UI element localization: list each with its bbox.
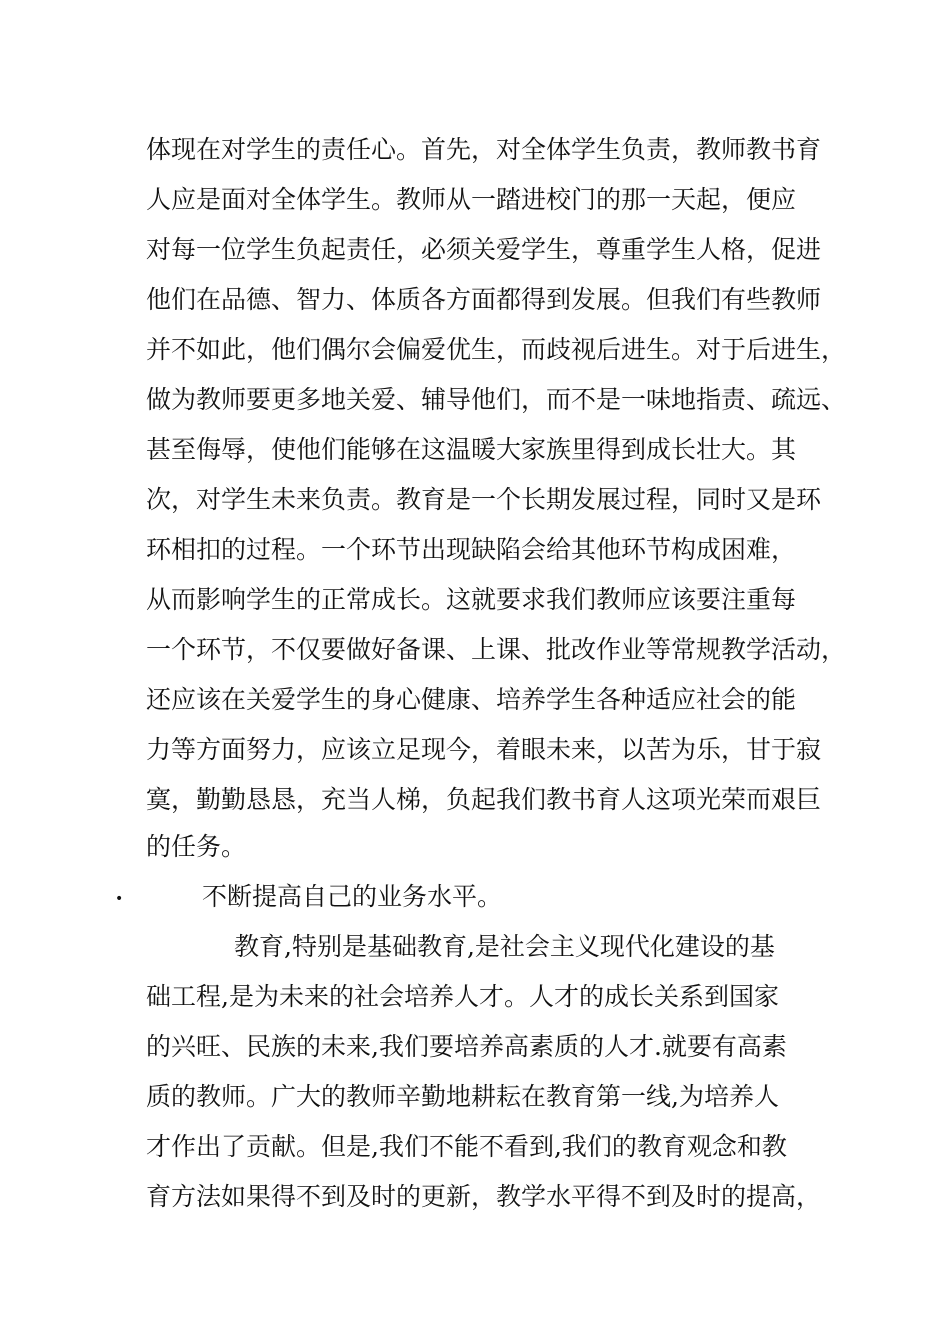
paragraph1-line-1: 体现在对学生的责任心。首先，对全体学生负责，教师教书育 xyxy=(146,135,822,164)
paragraph1-line-6: 做为教师要更多地关爱、辅导他们，而不是一味地指责、疏远、 xyxy=(146,385,847,414)
list-bullet-icon: • xyxy=(115,891,124,907)
paragraph2-line-4: 质的教师。广大的教师辛勤地耕耘在教育第一线,为培养人 xyxy=(146,1082,779,1111)
paragraph1-line-5: 并不如此，他们偶尔会偏爱优生，而歧视后进生。对于后进生， xyxy=(146,335,847,364)
paragraph1-line-13: 力等方面努力，应该立足现今，着眼未来，以苦为乐，甘于寂 xyxy=(146,735,822,764)
paragraph2-line-5: 才作出了贡献。但是,我们不能不看到,我们的教育观念和教 xyxy=(146,1132,787,1161)
paragraph1-line-15: 的任务。 xyxy=(146,832,247,861)
paragraph1-line-7: 甚至侮辱，使他们能够在这温暖大家族里得到成长壮大。其 xyxy=(146,435,797,464)
paragraph2-line-3: 的兴旺、民族的未来,我们要培养高素质的人才.就要有高素 xyxy=(146,1032,787,1061)
paragraph2-line-1: 教育,特别是基础教育,是社会主义现代化建设的基 xyxy=(234,932,775,961)
paragraph1-line-10: 从而影响学生的正常成长。这就要求我们教师应该要注重每 xyxy=(146,585,797,614)
paragraph1-line-12: 还应该在关爱学生的身心健康、培养学生各种适应社会的能 xyxy=(146,685,797,714)
list-item-heading: 不断提高自己的业务水平。 xyxy=(202,882,503,911)
paragraph1-line-8: 次，对学生未来负责。教育是一个长期发展过程，同时又是环 xyxy=(146,485,822,514)
paragraph1-line-14: 寞，勤勤恳恳，充当人梯，负起我们教书育人这项光荣而艰巨 xyxy=(146,785,822,814)
paragraph1-line-3: 对每一位学生负起责任，必须关爱学生，尊重学生人格，促进 xyxy=(146,235,822,264)
paragraph2-line-6: 育方法如果得不到及时的更新，教学水平得不到及时的提高， xyxy=(146,1182,822,1211)
paragraph1-line-2: 人应是面对全体学生。教师从一踏进校门的那一天起，便应 xyxy=(146,185,797,214)
paragraph1-line-9: 环相扣的过程。一个环节出现缺陷会给其他环节构成困难， xyxy=(146,535,797,564)
paragraph1-line-11: 一个环节，不仅要做好备课、上课、批改作业等常规教学活动， xyxy=(146,635,847,664)
paragraph2-line-2: 础工程,是为未来的社会培养人才。人才的成长关系到国家 xyxy=(146,982,779,1011)
paragraph1-line-4: 他们在品德、智力、体质各方面都得到发展。但我们有些教师 xyxy=(146,285,822,314)
